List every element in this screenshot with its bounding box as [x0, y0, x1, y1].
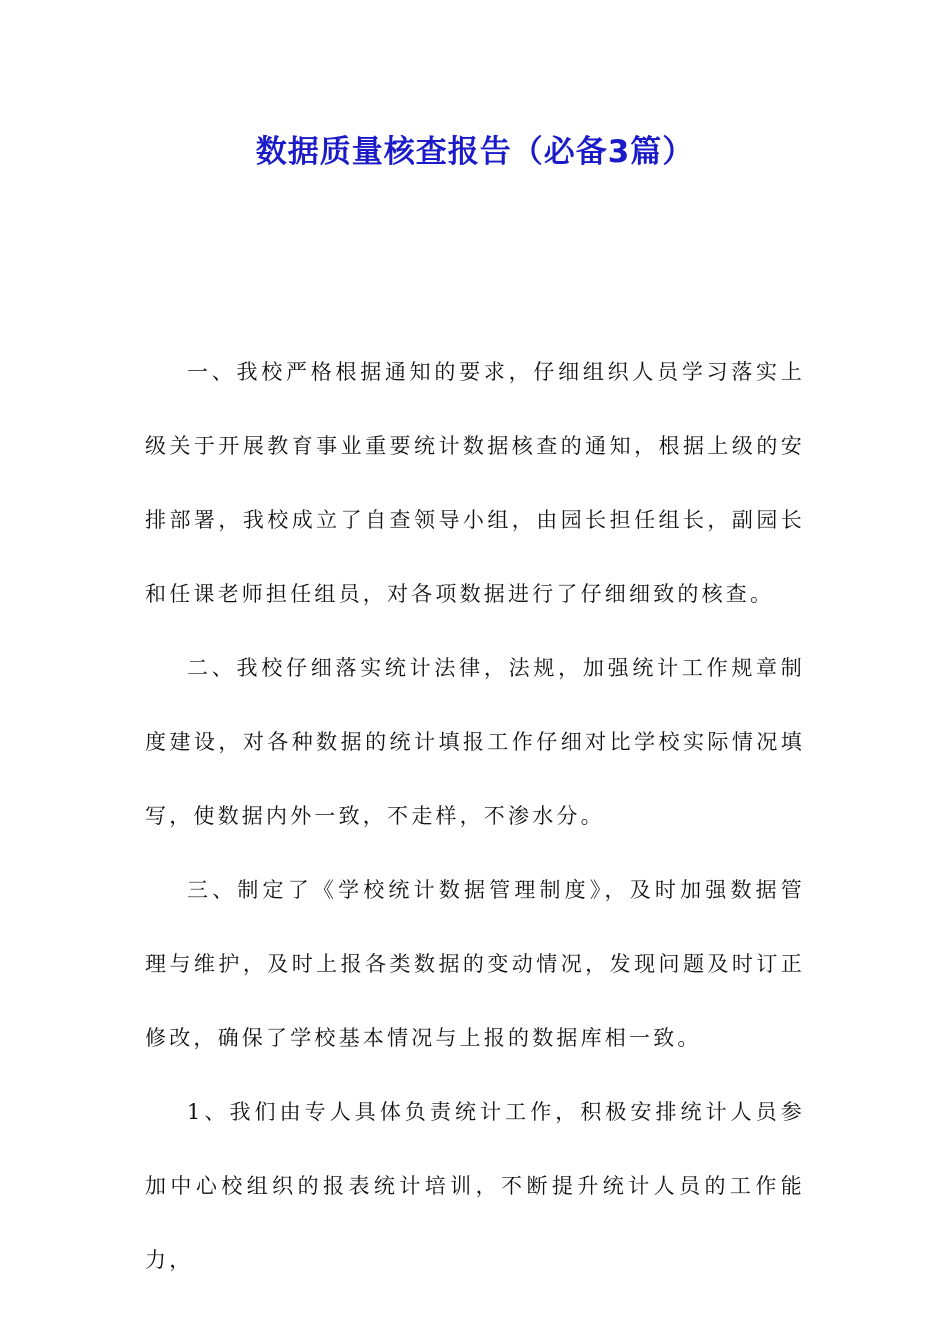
- document-body: [145, 335, 805, 1297]
- document-title: 数据质量核查报告（必备3篇）: [255, 134, 695, 170]
- paragraph-1: 一、我校严格根据通知的要求，仔细组织人员学习落实上级关于开展教育事业重要统计数据核查的通知，根据上级的安排部署，我校成立了自查领导小组，由园长担任组长，副园长和任课老师担任组员，对各项数据进行了仔细细致的核查。: [145, 360, 805, 606]
- paragraph-2: 二、我校仔细落实统计法律，法规，加强统计工作规章制度建设，对各种数据的统计填报工作仔细对比学校实际情况填写，使数据内外一致，不走样，不渗水分。: [145, 656, 805, 828]
- paragraph-4: 1、我们由专人具体负责统计工作，积极安排统计人员参加中心校组织的报表统计培训，不断提升统计人员的工作能力，: [145, 1100, 805, 1272]
- paragraph-3: 三、制定了《学校统计数据管理制度》，及时加强数据管理与维护，及时上报各类数据的变动情况，发现问题及时订正修改，确保了学校基本情况与上报的数据库相一致。: [145, 878, 805, 1050]
